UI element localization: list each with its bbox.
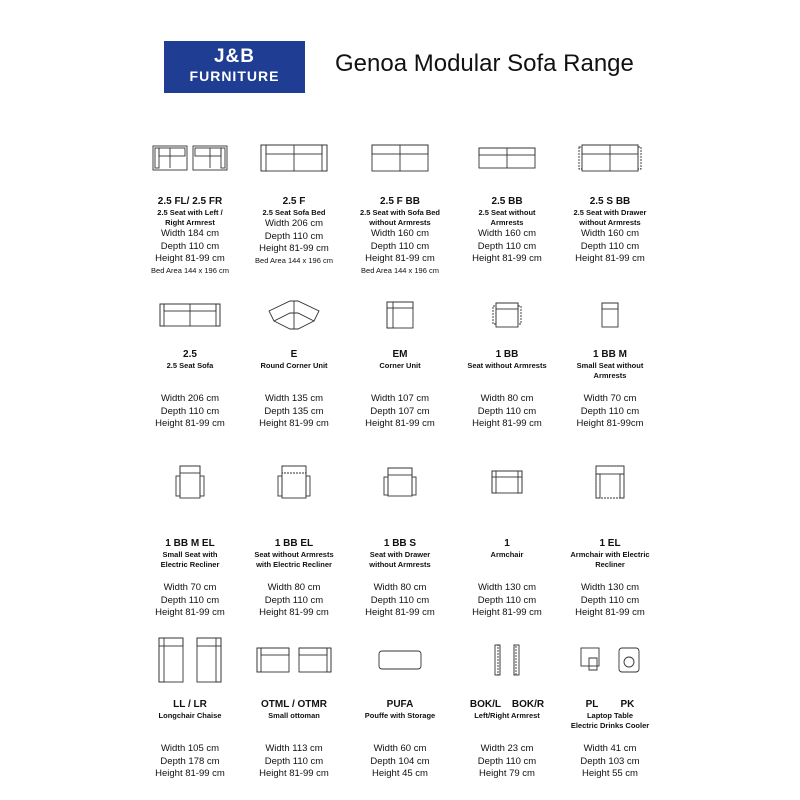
dimension-line: Depth 110 cm	[477, 405, 537, 417]
product-code: PUFA	[386, 699, 414, 710]
product-description	[535, 208, 685, 228]
sofa-icon	[145, 290, 235, 340]
dimension-line: Depth 110 cm	[264, 230, 324, 242]
dimension-line: Depth 178 cm	[160, 755, 220, 767]
product-code: OTML / OTMR	[261, 699, 327, 710]
product-item	[535, 195, 685, 266]
product-description-line: without Armrests	[369, 560, 431, 569]
product-code: 2.5	[183, 349, 197, 360]
dimension-line: Height 81-99 cm	[472, 607, 542, 618]
product-description-line: 2.5 Seat with Drawer	[573, 208, 647, 217]
dimension-line: Height 79 cm	[479, 768, 535, 779]
product-code: 1 BB	[495, 349, 519, 360]
product-item	[535, 348, 685, 431]
dimension-line: Width 23 cm	[480, 743, 534, 754]
dimension-line: Depth 110 cm	[580, 405, 640, 417]
product-code: 1	[504, 538, 510, 549]
product-code: 1 BB EL	[274, 538, 314, 549]
product-description-line: Electric Drinks Cooler	[570, 721, 650, 730]
dimension-line: Width 70 cm	[163, 582, 217, 593]
dimension-line: Depth 110 cm	[160, 405, 220, 417]
product-code: 1 BB M	[593, 349, 627, 360]
product-code: 1 BB M EL	[165, 538, 215, 549]
product-description-line: Laptop Table	[586, 711, 634, 720]
dimension-line: Depth 110 cm	[370, 594, 430, 606]
dimension-line: Depth 107 cm	[370, 405, 430, 417]
product-description-line: Seat with Drawer	[369, 550, 431, 559]
product-code: 1 EL	[599, 538, 621, 549]
dimension-line: Width 160 cm	[477, 228, 537, 239]
recliner-icon	[249, 457, 339, 507]
product-dimensions	[535, 228, 685, 266]
product-item	[535, 537, 685, 620]
dimension-line: Height 81-99 cm	[155, 768, 225, 779]
dimension-line: Width 113 cm	[265, 743, 323, 754]
brand-subtitle: FURNITURE	[189, 68, 280, 84]
dimension-line: Height 81-99cm	[576, 418, 644, 429]
dimension-line: Height 81-99 cm	[575, 607, 645, 618]
dimension-line: Height 81-99 cm	[155, 253, 225, 264]
dimension-line: Depth 103 cm	[580, 755, 640, 767]
product-code: 2.5 FL/ 2.5 FR	[157, 196, 223, 207]
product-code: 1 BB S	[383, 538, 417, 549]
sofa-left-right-icon	[145, 133, 235, 183]
dimension-line: Depth 104 cm	[370, 755, 430, 767]
armchair-icon	[462, 457, 552, 507]
pouffe-icon	[355, 635, 445, 685]
product-description-line: Seat without Armrests	[254, 550, 334, 559]
product-description-line: 2.5 Seat without	[478, 208, 536, 217]
dimension-line: Width 80 cm	[373, 582, 427, 593]
product-item	[535, 698, 685, 781]
dimension-line: Depth 110 cm	[264, 594, 324, 606]
product-description	[535, 550, 685, 570]
chaise-icon	[145, 635, 235, 685]
product-description-line: Right Armrest	[165, 218, 215, 227]
product-description-line: Small Seat with	[162, 550, 218, 559]
product-description-line: Round Corner Unit	[260, 361, 328, 370]
armrest-icon	[462, 635, 552, 685]
dimension-line: Height 81-99 cm	[259, 243, 329, 254]
dimension-line: Depth 110 cm	[160, 240, 220, 252]
dimension-line: Width 41 cm	[583, 743, 637, 754]
seat-drawer-icon	[355, 457, 445, 507]
product-description-line: 2.5 Seat Sofa Bed	[262, 208, 326, 217]
product-description-line: 2.5 Seat with Left /	[157, 208, 223, 217]
product-code: 2.5 BB	[491, 196, 523, 207]
product-description	[535, 711, 685, 731]
dimension-line: Height 81-99 cm	[472, 418, 542, 429]
dimension-line: Width 206 cm	[160, 393, 220, 404]
brand-logo	[164, 41, 305, 93]
sofa-bed-no-arms-icon	[355, 133, 445, 183]
product-code: E	[290, 349, 298, 360]
sofa-no-arms-icon	[462, 133, 552, 183]
laptop-table-cooler-icon	[565, 635, 655, 685]
product-code: PL PK	[585, 699, 635, 710]
dimension-line: Depth 135 cm	[264, 405, 324, 417]
dimension-line: Width 130 cm	[477, 582, 537, 593]
product-description	[535, 361, 685, 381]
dimension-line: Width 130 cm	[580, 582, 640, 593]
dimension-line: Height 81-99 cm	[472, 253, 542, 264]
corner-unit-icon	[355, 290, 445, 340]
dimension-line: Height 81-99 cm	[259, 768, 329, 779]
product-description-line: Left/Right Armrest	[474, 711, 540, 720]
dimension-line: Depth 110 cm	[370, 240, 430, 252]
dimension-line: Width 160 cm	[370, 228, 430, 239]
ottoman-icon	[249, 635, 339, 685]
product-description-line: Armchair with Electric	[570, 550, 650, 559]
dimension-line: Depth 110 cm	[580, 594, 640, 606]
product-code: 2.5 F	[282, 196, 306, 207]
dimension-line: Width 80 cm	[267, 582, 321, 593]
product-description-line: Recliner	[595, 560, 625, 569]
product-dimensions	[535, 743, 685, 781]
dimension-line: Height 81-99 cm	[155, 418, 225, 429]
product-description-line: Seat without Armrests	[467, 361, 547, 370]
product-description-line: Small ottoman	[268, 711, 320, 720]
dimension-line: Depth 110 cm	[477, 240, 537, 252]
seat-no-arms-icon	[462, 290, 552, 340]
product-description-line: with Electric Recliner	[256, 560, 332, 569]
product-description-line: without Armrests	[369, 218, 431, 227]
dimension-line: Height 81-99 cm	[259, 418, 329, 429]
dimension-line: Width 107 cm	[370, 393, 430, 404]
product-description-line: Longchair Chaise	[158, 711, 222, 720]
dimension-line: Width 160 cm	[580, 228, 640, 239]
dimension-line: Depth 110 cm	[477, 755, 537, 767]
dimension-line: Width 135 cm	[264, 393, 324, 404]
product-code: 2.5 F BB	[379, 196, 420, 207]
small-recliner-icon	[145, 457, 235, 507]
sofa-bed-icon	[249, 133, 339, 183]
product-description-line: 2.5 Seat with Sofa Bed	[359, 208, 441, 217]
product-dimensions	[535, 393, 685, 431]
dimension-line: Width 80 cm	[480, 393, 534, 404]
dimension-line: Height 81-99 cm	[155, 607, 225, 618]
page-title: Genoa Modular Sofa Range	[335, 50, 634, 77]
dimension-line: Depth 110 cm	[477, 594, 537, 606]
dimension-line: Height 81-99 cm	[259, 607, 329, 618]
product-code: BOK/L BOK/R	[469, 699, 545, 710]
brand-name: J&B	[213, 46, 255, 67]
product-description-line: Small Seat without	[576, 361, 644, 370]
bed-area: Bed Area 144 x 196 cm	[361, 265, 439, 275]
dimension-line: Width 184 cm	[160, 228, 220, 239]
product-description-line: without Armrests	[579, 218, 641, 227]
product-description-line: 2.5 Seat Sofa	[166, 361, 214, 370]
round-corner-icon	[249, 290, 339, 340]
dimension-line: Width 206 cm	[264, 218, 324, 229]
product-description-line: Corner Unit	[379, 361, 421, 370]
product-code: 2.5 S BB	[589, 196, 631, 207]
dimension-line: Width 105 cm	[160, 743, 220, 754]
product-description-line: Armrests	[490, 218, 524, 227]
armchair-recliner-icon	[565, 457, 655, 507]
product-code: LL / LR	[173, 699, 207, 710]
dimension-line: Depth 110 cm	[160, 594, 220, 606]
dimension-line: Depth 110 cm	[264, 755, 324, 767]
dimension-line: Height 45 cm	[372, 768, 428, 779]
dimension-line: Width 70 cm	[583, 393, 637, 404]
sofa-drawer-icon	[565, 133, 655, 183]
dimension-line: Height 81-99 cm	[365, 253, 435, 264]
dimension-line: Height 81-99 cm	[365, 418, 435, 429]
dimension-line: Height 81-99 cm	[365, 607, 435, 618]
product-code: EM	[392, 349, 408, 360]
dimension-line: Height 55 cm	[582, 768, 638, 779]
dimension-line: Height 81-99 cm	[575, 253, 645, 264]
dimension-line: Depth 110 cm	[580, 240, 640, 252]
product-description-line: Pouffe with Storage	[364, 711, 436, 720]
product-description-line: Electric Recliner	[160, 560, 220, 569]
product-description-line: Armrests	[593, 371, 627, 380]
product-description-line: Armchair	[490, 550, 524, 559]
product-dimensions	[535, 582, 685, 620]
small-seat-icon	[565, 290, 655, 340]
bed-area: Bed Area 144 x 196 cm	[255, 255, 333, 265]
dimension-line: Width 60 cm	[373, 743, 427, 754]
bed-area: Bed Area 144 x 196 cm	[151, 265, 229, 275]
